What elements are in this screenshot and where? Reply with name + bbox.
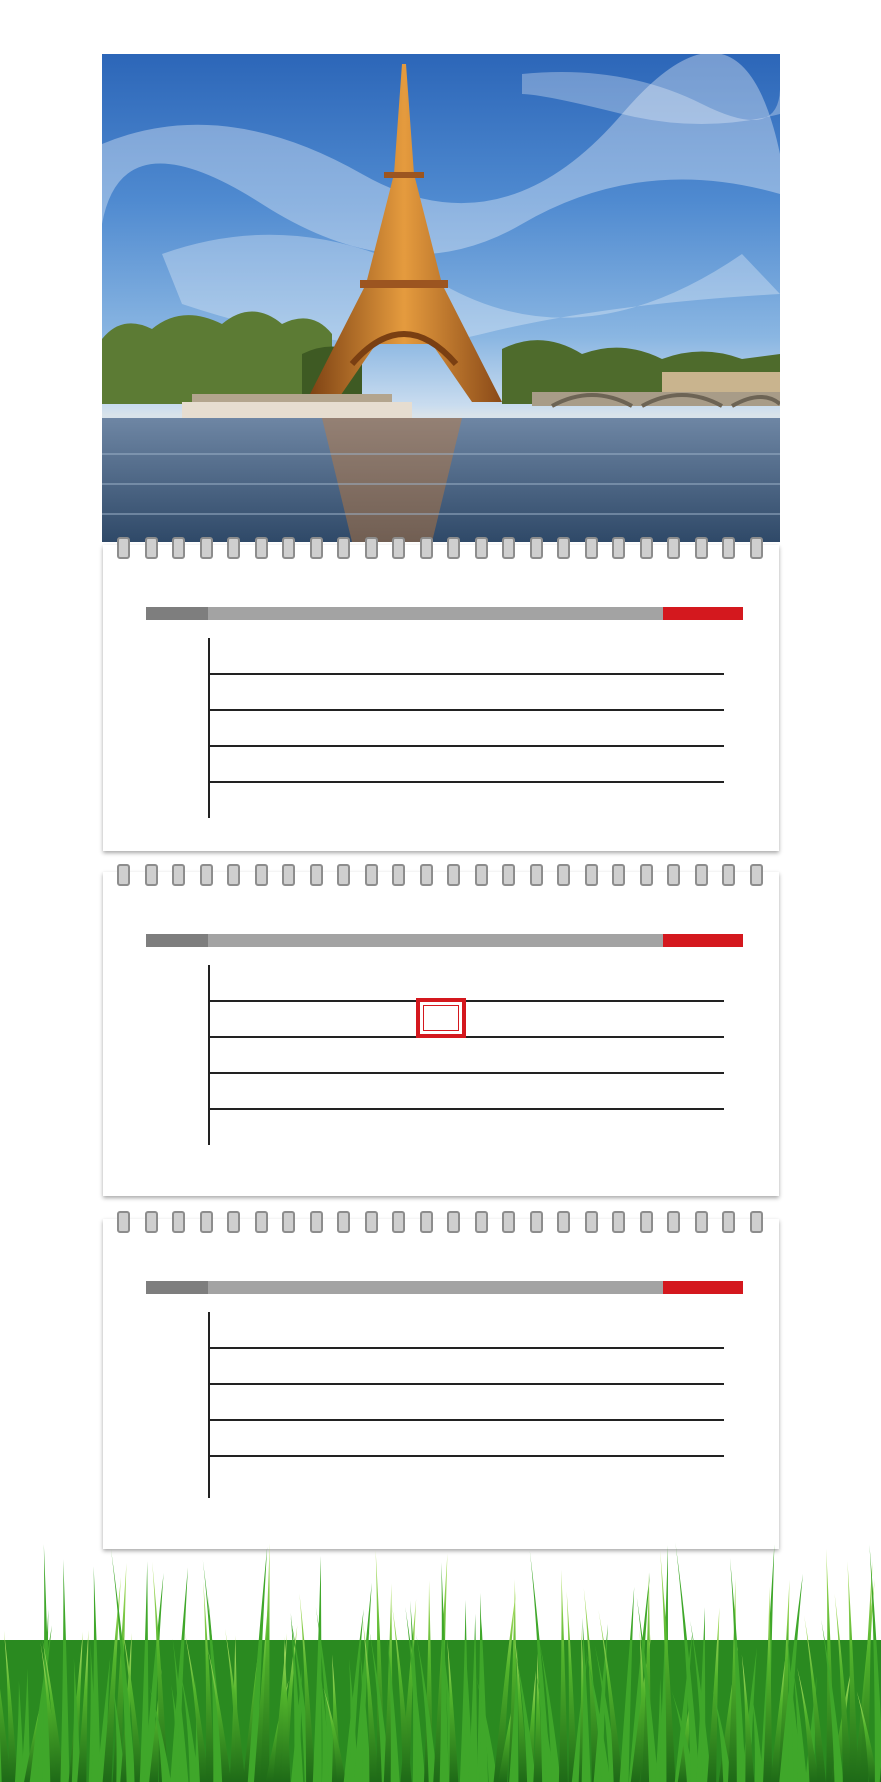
binding-ring [722,1211,735,1233]
binding-ring [695,537,708,559]
weekday-header-bar [146,607,723,620]
weekday-header-bar [146,934,723,947]
binding-ring [172,1211,185,1233]
month-sheet-january [103,545,779,851]
sunday-header-highlight [663,607,743,620]
binding-ring [557,1211,570,1233]
binding-ring [420,864,433,886]
week-header-cell [146,607,208,620]
binding-ring [172,864,185,886]
binding-ring [612,1211,625,1233]
month-header [103,890,779,930]
binding-ring [750,1211,763,1233]
binding-ring [502,537,515,559]
binding-ring [337,864,350,886]
binding-ring [667,864,680,886]
binding-ring [585,1211,598,1233]
binding-ring [255,537,268,559]
today-highlight-frame [416,998,466,1038]
binding-ring [117,864,130,886]
binding-ring [392,1211,405,1233]
binding-ring [282,537,295,559]
week-column-divider [150,638,210,818]
binding-ring [172,537,185,559]
week-row-separator [208,781,724,783]
binding-ring [502,864,515,886]
month-sheet-february [103,872,779,1196]
binding-ring [667,1211,680,1233]
binding-ring [392,864,405,886]
week-row-separator [208,1383,724,1385]
week-column-divider [150,1312,210,1498]
binding-ring [557,864,570,886]
weekday-header-bar [146,1281,723,1294]
binding-ring [640,864,653,886]
binding-ring [145,864,158,886]
week-header-cell [146,1281,208,1294]
binding-ring [475,1211,488,1233]
binding-ring [200,537,213,559]
binding-ring [612,864,625,886]
binding-ring [282,1211,295,1233]
binding-ring [255,864,268,886]
binding-ring [722,864,735,886]
week-row-separator [208,709,724,711]
week-row-separator [208,673,724,675]
binding-ring [282,864,295,886]
binding-ring [695,1211,708,1233]
binding-ring [640,1211,653,1233]
binding-ring [585,537,598,559]
binding-ring [227,864,240,886]
week-row-separator [208,1347,724,1349]
week-row-separator [208,1036,724,1038]
binding-ring [695,864,708,886]
binding-ring [612,537,625,559]
week-row-separator [208,1108,724,1110]
binding-ring [392,537,405,559]
binding-ring [145,537,158,559]
binding-ring [530,537,543,559]
sunday-header-highlight [663,1281,743,1294]
binding-ring [337,537,350,559]
week-row-separator [208,1072,724,1074]
week-row-separator [208,1455,724,1457]
sunday-header-highlight [663,934,743,947]
binding-ring [200,864,213,886]
binding-ring [310,1211,323,1233]
week-row-separator [208,745,724,747]
binding-ring [227,1211,240,1233]
binding-ring [530,864,543,886]
grass-illustration [0,1500,881,1782]
week-header-cell [146,934,208,947]
binding-ring [475,537,488,559]
binding-ring [365,537,378,559]
eiffel-tower-photo [102,54,780,542]
binding-ring [420,1211,433,1233]
binding-ring [502,1211,515,1233]
binding-ring [255,1211,268,1233]
binding-ring [310,537,323,559]
binding-ring [420,537,433,559]
binding-rings [103,537,779,557]
binding-ring [365,864,378,886]
binding-ring [667,537,680,559]
binding-ring [337,1211,350,1233]
month-header [103,1237,779,1277]
binding-ring [530,1211,543,1233]
binding-ring [200,1211,213,1233]
binding-ring [750,537,763,559]
month-header [103,563,779,603]
binding-ring [750,864,763,886]
binding-ring [447,1211,460,1233]
binding-ring [475,864,488,886]
week-row-separator [208,1000,724,1002]
photo-illustration [102,54,780,542]
binding-ring [310,864,323,886]
binding-ring [640,537,653,559]
binding-ring [365,1211,378,1233]
binding-ring [447,864,460,886]
binding-ring [145,1211,158,1233]
binding-ring [585,864,598,886]
binding-rings [103,864,779,884]
binding-rings [103,1211,779,1231]
binding-ring [227,537,240,559]
week-column-divider [150,965,210,1145]
binding-ring [117,1211,130,1233]
binding-ring [117,537,130,559]
week-row-separator [208,1419,724,1421]
binding-ring [722,537,735,559]
binding-ring [557,537,570,559]
binding-ring [447,537,460,559]
